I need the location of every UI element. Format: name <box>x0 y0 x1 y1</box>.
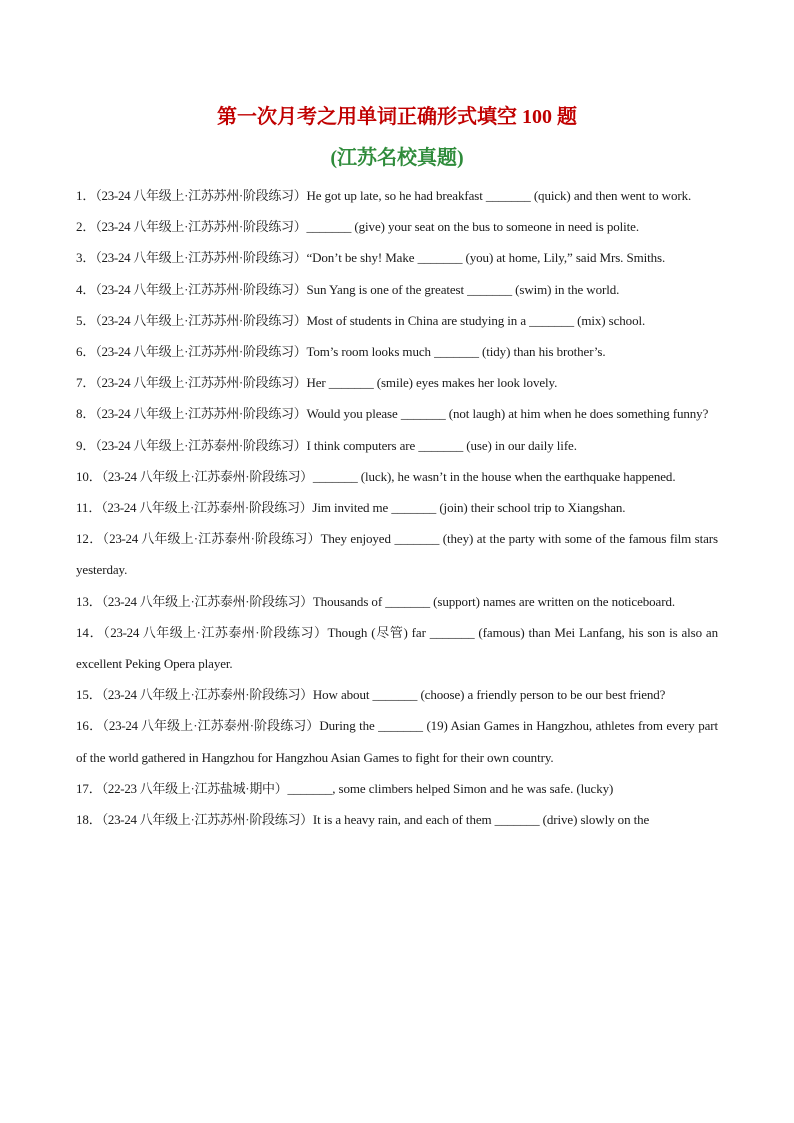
question-text: Though (尽管) far _______ (famous) than Mei Lanfang, his son is also an excellent Peking Opera player. <box>76 624 719 672</box>
question-item <box>76 461 718 492</box>
question-item <box>76 398 718 429</box>
question-text: Most of students in China are studying in a _______ (mix) school. <box>306 312 646 328</box>
question-text: I think computers are _______ (use) in our daily life. <box>306 437 577 453</box>
question-number: 17． <box>76 780 102 796</box>
question-source: （23-24 八年级上·江苏苏州·阶段练习） <box>95 375 307 391</box>
question-text: He got up late, so he had breakfast _______ (quick) and then went to work. <box>306 188 692 203</box>
question-text: Jim invited me _______ (join) their school trip to Xiangshan. <box>312 500 626 516</box>
question-text: Tom’s room looks much _______ (tidy) than his brother’s. <box>306 344 606 360</box>
question-source: （23-24 八年级上·江苏泰州·阶段练习） <box>102 718 320 734</box>
question-source: （23-24 八年级上·江苏泰州·阶段练习） <box>101 468 313 484</box>
question-source: （23-24 八年级上·江苏苏州·阶段练习） <box>95 188 307 203</box>
question-number: 3． <box>76 250 96 266</box>
question-number: 2． <box>76 219 96 235</box>
question-item <box>76 586 718 617</box>
question-item <box>76 804 718 835</box>
question-text: _______, some climbers helped Simon and he was safe. (lucky) <box>287 780 614 796</box>
question-text: How about _______ (choose) a friendly person to be our best friend? <box>312 687 666 703</box>
question-number: 16． <box>76 718 103 734</box>
question-number: 11． <box>76 500 102 516</box>
question-item <box>76 523 718 585</box>
question-number: 4． <box>76 281 96 297</box>
question-source: （23-24 八年级上·江苏苏州·阶段练习） <box>95 406 307 422</box>
question-item <box>76 710 718 772</box>
question-list <box>76 180 718 835</box>
question-number: 18． <box>76 812 102 828</box>
question-text: Would you please _______ (not laugh) at him when he does something funny? <box>306 406 709 422</box>
question-source: （23-24 八年级上·江苏苏州·阶段练习） <box>95 250 307 266</box>
question-source: （23-24 八年级上·江苏苏州·阶段练习） <box>95 344 307 360</box>
question-number: 1． <box>76 188 96 203</box>
question-text: _______ (luck), he wasn’t in the house when the earthquake happened. <box>312 468 676 484</box>
question-number: 10． <box>76 468 102 484</box>
question-number: 13． <box>76 593 102 609</box>
question-item <box>76 180 718 211</box>
question-text: “Don’t be shy! Make _______ (you) at home, Lily,” said Mrs. Smiths. <box>306 250 666 266</box>
question-text: They enjoyed _______ (they) at the party with some of the famous film stars yesterday. <box>76 531 718 578</box>
question-number: 7． <box>76 375 96 391</box>
question-text: It is a heavy rain, and each of them _______ (drive) slowly on the <box>312 812 650 828</box>
question-item <box>76 773 718 804</box>
document-subtitle: (江苏名校真题) <box>330 147 464 169</box>
question-source: （23-24 八年级上·江苏泰州·阶段练习） <box>101 687 313 703</box>
question-source: （23-24 八年级上·江苏苏州·阶段练习） <box>95 219 307 235</box>
question-number: 8． <box>76 406 96 422</box>
question-number: 14． <box>76 624 104 640</box>
question-source: （23-24 八年级上·江苏泰州·阶段练习） <box>103 624 328 640</box>
question-number: 9． <box>76 437 96 453</box>
question-item <box>76 430 718 461</box>
question-item <box>76 336 718 367</box>
question-item <box>76 679 718 710</box>
question-source: （23-24 八年级上·江苏泰州·阶段练习） <box>101 593 313 609</box>
question-number: 12． <box>76 531 103 547</box>
question-text: Her _______ (smile) eyes makes her look lovely. <box>306 375 558 391</box>
question-source: （23-24 八年级上·江苏泰州·阶段练习） <box>102 531 321 547</box>
question-source: （23-24 八年级上·江苏泰州·阶段练习） <box>95 437 307 453</box>
question-number: 5． <box>76 312 96 328</box>
question-text: During the _______ (19) Asian Games in Hangzhou, athletes from every part of the world gathered in Hangzhou for Hangzhou Asian Games to fight for their own country. <box>76 718 718 765</box>
question-item <box>76 367 718 398</box>
question-text: Sun Yang is one of the greatest _______ (swim) in the world. <box>306 281 620 297</box>
question-source: （23-24 八年级上·江苏苏州·阶段练习） <box>101 812 313 828</box>
question-source: （22-23 八年级上·江苏盐城·期中） <box>101 780 288 796</box>
question-item <box>76 274 718 305</box>
question-item <box>76 617 718 679</box>
question-text: _______ (give) your seat on the bus to someone in need is polite. <box>306 219 639 235</box>
question-source: （23-24 八年级上·江苏苏州·阶段练习） <box>95 281 307 297</box>
question-source: （23-24 八年级上·江苏泰州·阶段练习） <box>101 500 313 516</box>
question-number: 15． <box>76 687 102 703</box>
question-source: （23-24 八年级上·江苏苏州·阶段练习） <box>95 312 307 328</box>
question-item <box>76 211 718 242</box>
question-item <box>76 492 718 523</box>
question-item <box>76 305 718 336</box>
document-title: 第一次月考之用单词正确形式填空 100 题 <box>217 106 577 128</box>
question-item <box>76 242 718 273</box>
question-text: Thousands of _______ (support) names are written on the noticeboard. <box>312 593 676 609</box>
question-number: 6． <box>76 344 96 360</box>
